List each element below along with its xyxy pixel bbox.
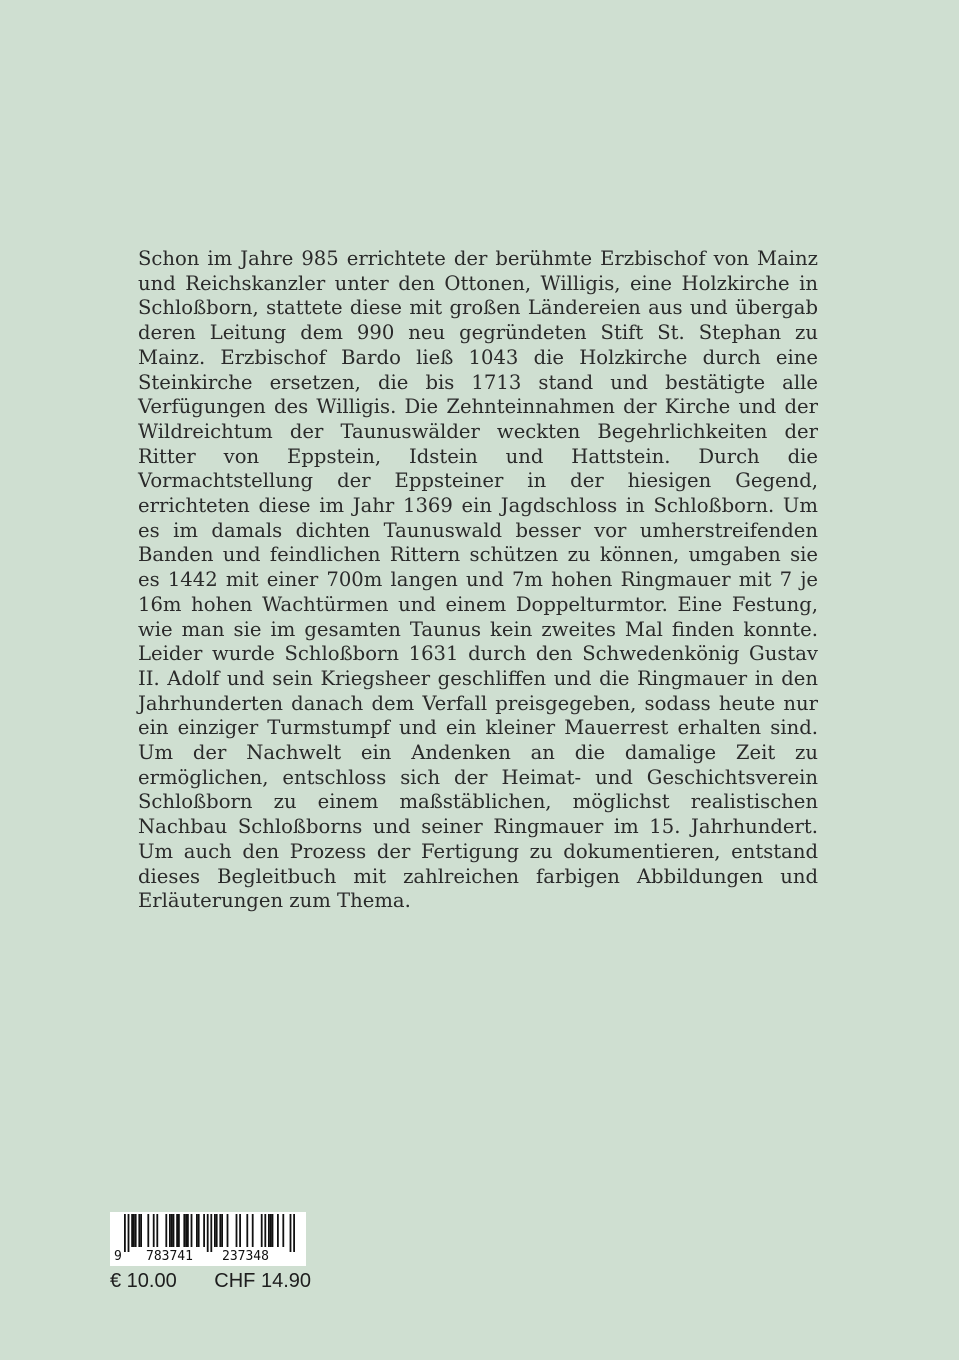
barcode-bar: [252, 1214, 254, 1247]
barcode-bar: [191, 1214, 193, 1247]
barcode-bar: [156, 1214, 158, 1247]
isbn-barcode: [110, 1212, 306, 1266]
barcode-bar: [270, 1214, 272, 1247]
barcode-bar: [236, 1214, 238, 1247]
barcode-bar: [268, 1214, 270, 1247]
barcode-bar: [227, 1214, 229, 1247]
barcode-bar: [264, 1214, 266, 1247]
barcode-bar: [178, 1214, 180, 1247]
barcode-bar: [131, 1214, 133, 1247]
barcode-bar: [246, 1214, 248, 1247]
barcode-bar: [198, 1214, 200, 1247]
price-eur: € 10.00: [110, 1270, 177, 1292]
isbn-lead-digit: 9: [114, 1249, 122, 1264]
barcode-bar: [128, 1214, 130, 1252]
barcode-bar: [261, 1214, 263, 1247]
barcode-bar: [210, 1214, 212, 1252]
barcode-bar: [219, 1214, 221, 1247]
barcode-bar: [147, 1214, 149, 1247]
barcode-bar: [277, 1214, 279, 1247]
barcode-bar: [216, 1214, 218, 1247]
blurb-paragraph: Schon im Jahre 985 errichtete der berühmte Erzbischof von Mainz und Reichskanzler unter den Ottonen, Willigis, eine Holzkirche in Schloßborn, stattete diese mit großen Ländereien aus und übergab deren Leitung dem 990 neu gegründeten Stift St. Stephan zu Mainz. Erzbischof Bardo ließ 1043 die Holzkirche durch eine Steinkirche ersetzen, die bis 1713 stand und bestätigte alle Verfügungen des Willigis. Die Zehnteinnahmen der Kirche und der Wildreichtum der Taunuswälder weckten Begehrlichkeiten der Ritter von Eppstein, Idstein und Hattstein. Durch die Vormachtstellung der Eppsteiner in der hiesigen Gegend, errichteten diese im Jahr 1369 ein Jagdschloss in Schloßborn. Um es im damals dichten Taunuswald besser vor umherstreifenden Banden und feindlichen Rittern schützen zu können, umgaben sie es 1442 mit einer 700m langen und 7m hohen Ringmauer mit 7 je 16m hohen Wachtürmen und einem Doppelturmtor. Eine Festung, wie man sie im gesamten Taunus kein zweites Mal finden konnte. Leider wurde Schloßborn 1631 durch den Schwedenkönig Gustav II. Adolf und sein Kriegsheer geschliffen und die Ringmauer in den Jahrhunderten danach dem Verfall preisgegeben, sodass heute nur ein einziger Turmstumpf und ein kleiner Mauerrest erhalten sind. Um der Nachwelt ein Andenken an die damalige Zeit zu ermöglichen, entschloss sich der Heimat- und Geschichtsverein Schloßborn zu einem maßstäblichen, möglichst realistischen Nachbau Schloßborns und seiner Ringmauer im 15. Jahrhundert. Um auch den Prozess der Fertigung zu dokumentieren, entstand dieses Begleitbuch mit zahlreichen farbigen Abbildungen und Erläuterungen zum Thema.: [138, 247, 818, 913]
barcode-bar: [290, 1214, 292, 1252]
barcode-bar: [207, 1214, 209, 1252]
isbn-group-right: 237348: [222, 1249, 269, 1264]
barcode-bar: [185, 1214, 187, 1247]
barcode-bar: [293, 1214, 295, 1252]
barcode-bar: [183, 1214, 185, 1247]
barcode-bar: [140, 1214, 142, 1247]
barcode-bar: [214, 1214, 216, 1247]
barcode-bar: [282, 1214, 284, 1247]
barcode-bar: [138, 1214, 140, 1247]
barcode-bars: [110, 1212, 306, 1252]
barcode-bar: [165, 1214, 167, 1247]
barcode-bar: [133, 1214, 135, 1247]
barcode-bar: [203, 1214, 205, 1247]
barcode-bar: [171, 1214, 173, 1247]
price-chf: CHF 14.90: [214, 1270, 312, 1292]
barcode-bar: [173, 1214, 175, 1247]
barcode-bar: [135, 1214, 137, 1247]
barcode-bar: [196, 1214, 198, 1247]
barcode-bar: [239, 1214, 241, 1247]
barcode-bar: [169, 1214, 171, 1247]
price-line: [110, 1268, 311, 1294]
cover-blurb: [138, 247, 818, 914]
isbn-group-left: 783741: [146, 1249, 193, 1264]
barcode-bar: [187, 1214, 189, 1247]
barcode-bar: [153, 1214, 155, 1247]
barcode-bar: [221, 1214, 223, 1247]
barcode-bar: [272, 1214, 274, 1247]
isbn-number: [110, 1248, 306, 1266]
barcode-bar: [176, 1214, 178, 1247]
barcode-bar: [124, 1214, 126, 1252]
